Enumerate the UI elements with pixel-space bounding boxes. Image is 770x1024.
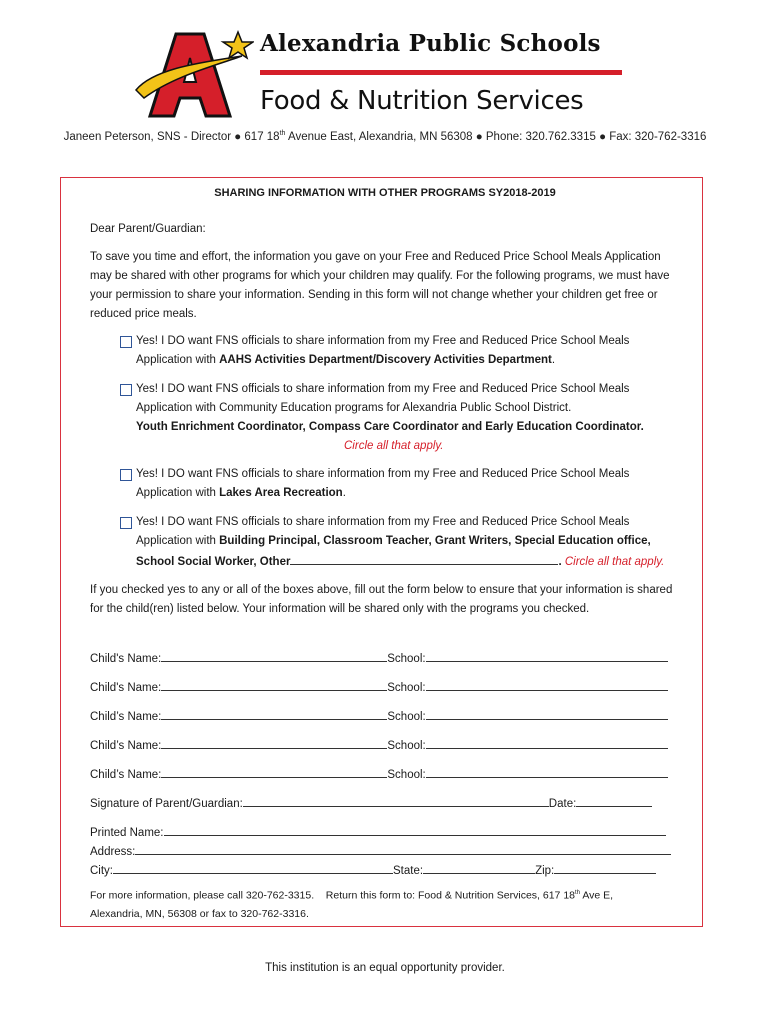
circle-note: Circle all that apply. — [344, 440, 444, 452]
checkbox-lakes-area-recreation[interactable] — [120, 469, 132, 481]
contact-line: Janeen Peterson, SNS - Director ● 617 18th Avenue East, Alexandria, MN 56308 ● Phone: 320.762.3315 ● Fax: 320-762-3316 — [63, 130, 707, 143]
child-name-field[interactable] — [161, 764, 387, 778]
child-row: Child’s Name: School: — [90, 735, 680, 754]
date-field[interactable] — [576, 793, 652, 807]
child-row: Child’s Name: School: — [90, 706, 680, 725]
followup-paragraph: If you checked yes to any or all of the boxes above, fill out the form below to ensure that your information is shared for the child(ren) listed below. Your information will be shared only with the programs you checked. — [90, 584, 673, 615]
child-row: Child’s Name: School: — [90, 764, 680, 783]
signature-field[interactable] — [243, 793, 549, 807]
child-row: Child's Name: School: — [90, 648, 680, 667]
city-row: City: State: Zip: — [90, 860, 680, 879]
form-title: SHARING INFORMATION WITH OTHER PROGRAMS SY2018-2019 — [214, 187, 556, 199]
school-field[interactable] — [426, 706, 668, 720]
address-field[interactable] — [135, 841, 671, 855]
child-row: Child's Name: School: — [90, 677, 680, 696]
city-field[interactable] — [113, 860, 393, 874]
school-field[interactable] — [426, 648, 668, 662]
child-name-field[interactable] — [161, 735, 387, 749]
letterhead — [0, 0, 770, 175]
circle-note: Circle all that apply. — [564, 556, 665, 568]
school-field[interactable] — [426, 764, 668, 778]
child-name-field[interactable] — [161, 677, 387, 691]
address-row: Address: — [90, 841, 680, 860]
org-name: Alexandria Public Schools — [260, 30, 601, 57]
child-name-field[interactable] — [161, 648, 387, 662]
header-rule — [260, 70, 622, 75]
equal-opportunity-statement: This institution is an equal opportunity provider. — [265, 962, 505, 974]
printed-name-field[interactable] — [164, 822, 666, 836]
child-name-field[interactable] — [161, 706, 387, 720]
school-field[interactable] — [426, 735, 668, 749]
greeting: Dear Parent/Guardian: — [90, 223, 206, 235]
intro-paragraph: To save you time and effort, the information you gave on your Free and Reduced Price School Meals Application may be shared with other programs for which your children may qualify. For the following programs, we must have your permission to share your information. Sending in this form will not change whether your children get free or reduced price meals. — [90, 251, 670, 320]
sharing-form: SHARING INFORMATION WITH OTHER PROGRAMS SY2018-2019 Dear Parent/Guardian: To save you time and effort, the information you gave on your Free and Reduced Price School Meals Application may be shared with other programs for which your children may qualify. For the following programs, we must have your permission to share your information. Sending in this form will not change whether your children get free or reduced price meals. Yes! I DO want FNS officials to share information from my Free and Reduced Price School Meals Application with AAHS Activities Department/Discovery Activities Department. Yes! I DO want FNS officials to share information from my Free and Reduced Price School Meals Application with Community Education programs for Alexandria Public School District. Youth Enrichment Coordinator, Compass Care Coordinator and Early Education Coordinator. Circle all that apply. Yes! I DO want FNS officials to share information from my Free and Reduced Price School Meals Application with Lakes Area Recreation. Yes! I DO want FNS officials to share information from my Free and Reduced Price School Meals Application with Building Principal, Classroom Teacher, Grant Writers, Special Education office, School Social Worker, Other . Circle all that apply. If you checked yes to any or all of the boxes above, fill out the form below to ensure that your information is shared for the child(ren) listed below. Your information will be shared only with the programs you checked. Child's Name: School: Child's Name: School: Child’s Name: School: Child’s Name: School: Child’s Name: School: Signature of Parent/Guardian: Date: Printed Name: Address: City: State: Zip: For more information, please call 320-762-3315. Return this form to: Food & Nutrition Services, 617 18th Ave E, Alexandria, MN, 56308 or fax to 320-762-3316. — [60, 177, 703, 927]
checkbox-school-staff[interactable] — [120, 517, 132, 529]
signature-row: Signature of Parent/Guardian: Date: — [90, 793, 680, 812]
state-field[interactable] — [423, 860, 535, 874]
checkbox-community-education[interactable] — [120, 384, 132, 396]
return-instructions: For more information, please call 320-762-3315. Return this form to: Food & Nutrition Services, 617 18th Ave E, Alexandria, MN, 56308 or fax to 320-762-3316. — [90, 889, 614, 920]
checkbox-activities[interactable] — [120, 336, 132, 348]
other-field[interactable] — [290, 551, 558, 565]
department-name: Food & Nutrition Services — [260, 86, 584, 116]
school-field[interactable] — [426, 677, 668, 691]
zip-field[interactable] — [554, 860, 656, 874]
printed-name-row: Printed Name: — [90, 822, 680, 841]
school-logo-icon — [134, 28, 254, 120]
